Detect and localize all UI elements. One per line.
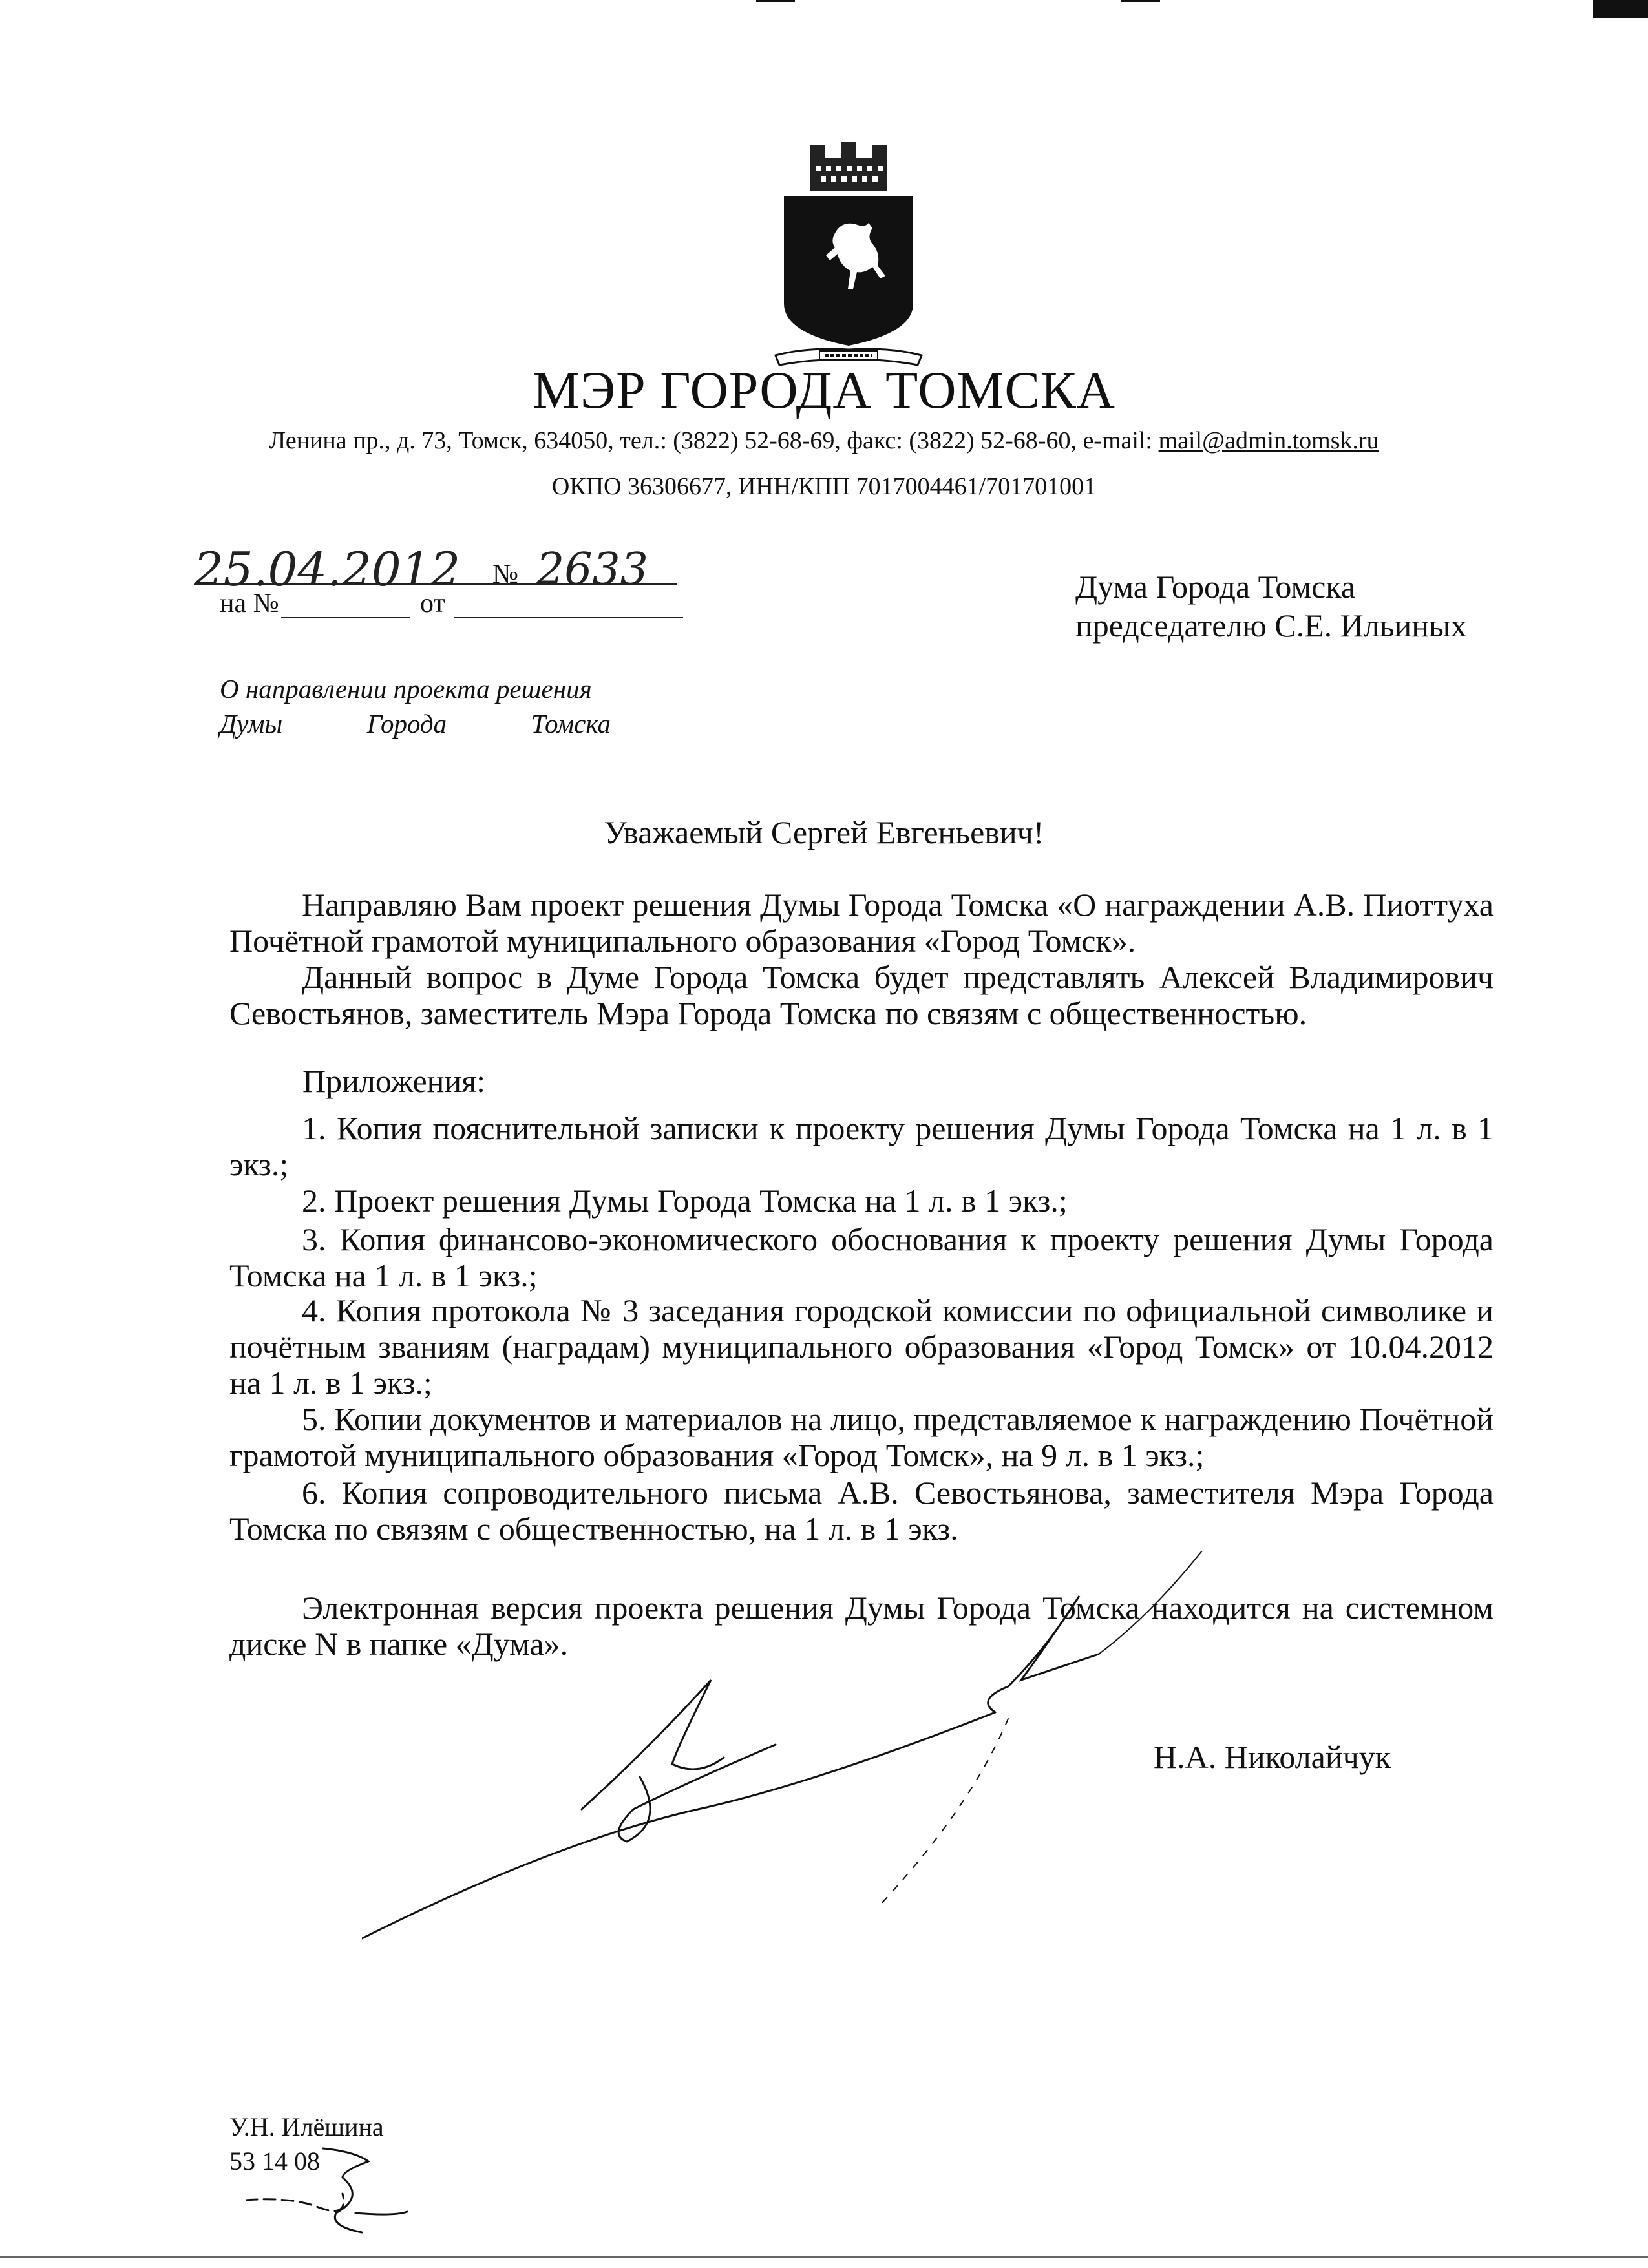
registration-date-handwritten: 25.04.2012 [194,542,461,596]
scan-artifact-corner [1593,0,1648,18]
subject-word: Думы [220,709,283,739]
body-paragraphs [229,887,1494,1031]
addressee-person: председателю С.Е. Ильиных [1075,607,1467,644]
appendix-item: 5. Копии документов и материалов на лицо, представляемое к награждению Почётной грамотой муниципального образования «Город Томск», на 9 л. в 1 экз.; [229,1401,1494,1473]
body-paragraph-1: Направляю Вам проект решения Думы Города Томска «О награждении А.В. Пиоттуха Почётной грамотой муниципального образования «Город Томск». [229,887,1494,959]
appendix-item: 2. Проект решения Думы Города Томска на 1 л. в 1 экз.; [302,1182,1068,1219]
reply-from-label: от [420,589,445,618]
letterhead-address: Ленина пр., д. 73, Томск, 634050, тел.: (3822) 52-68-69, факс: (3822) 52-68-60, e-mail: [269,427,1159,454]
appendix-item: 4. Копия протокола № 3 заседания городской комиссии по официальной символике и почётным званиям (наградам) муниципального образования «Город Томск» от 10.04.2012 на 1 л. в 1 экз.; [229,1292,1494,1401]
signer-name: Н.А. Николайчук [1154,1739,1391,1775]
appendix-item: 6. Копия сопроводительного письма А.В. Севостьянова, заместителя Мэра Города Томска по связям с общественностью, на 1 л. в 1 экз. [229,1475,1494,1547]
scan-artifact-top-right [1121,0,1160,2]
executor-name: У.Н. Илёшина [229,2112,384,2141]
registration-underline [207,583,677,585]
addressee-block [1075,567,1467,645]
electronic-version-note: Электронная версия проекта решения Думы Города Томска находится на системном диске N в папке «Дума». [229,1590,1494,1662]
reply-from-blank [454,617,683,618]
appendix-item: 3. Копия финансово-экономического обоснования к проекту решения Думы Города Томска на 1 л. в 1 экз.; [229,1221,1494,1294]
tomsk-coat-of-arms-icon [768,139,929,372]
handwritten-signature-icon [362,1551,1228,1951]
appendix-title: Приложения: [302,1063,486,1099]
letterhead-okpo: ОКПО 36306677, ИНН/КПП 7017004461/701701001 [551,473,1097,500]
reply-to-number-blank [281,617,410,618]
registration-number-label: № [492,560,519,589]
executor-phone: 53 14 08 [229,2147,320,2176]
scan-artifact-bottom [0,2256,1648,2258]
appendix-item: 1. Копия пояснительной записки к проекту решения Думы Города Томска на 1 л. в 1 экз.; [229,1110,1494,1182]
registration-number-handwritten: 2633 [536,544,649,595]
subject-word: Города [366,709,447,739]
reply-to-number-label: на № [220,589,279,618]
letterhead-contacts [0,428,1648,453]
addressee-organization: Дума Города Томска [1075,569,1356,605]
handwritten-initials-icon [246,2136,414,2245]
subject-line-2 [220,711,611,737]
subject-word: Томска [531,709,611,739]
letterhead-title: МЭР ГОРОДА ТОМСКА [533,361,1115,419]
salutation: Уважаемый Сергей Евгеньевич! [604,814,1044,850]
letterhead-email-link[interactable]: mail@admin.tomsk.ru [1158,427,1379,454]
scan-artifact-top-left [756,0,795,2]
body-paragraph-2: Данный вопрос в Думе Города Томска будет представлять Алексей Владимирович Севостьянов, заместитель Мэра Города Томска по связям с общественностью. [229,959,1494,1031]
subject-line-1: О направлении проекта решения [220,674,592,704]
